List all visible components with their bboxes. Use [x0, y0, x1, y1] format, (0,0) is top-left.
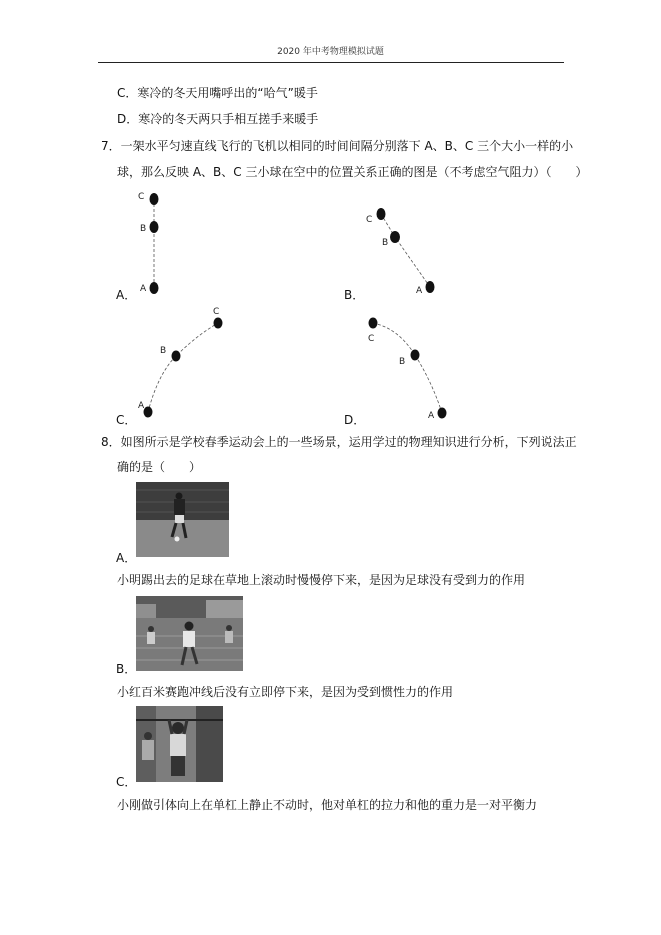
q8-option-a-text: 小明踢出去的足球在草地上滚动时慢慢停下来，是因为足球没有受到力的作用: [117, 573, 526, 587]
label-b: B: [382, 238, 389, 248]
q8-photo-b-sprint: [136, 596, 243, 671]
label-a: A: [138, 401, 145, 411]
label-c: C: [213, 307, 220, 317]
q7-diagram-d: [360, 310, 455, 422]
q8-photo-a-soccer: [136, 482, 229, 557]
ball-b: [390, 231, 400, 243]
label-b: B: [140, 224, 147, 234]
label-a: A: [428, 411, 435, 421]
q8-option-c: C．: [116, 775, 137, 789]
q7-option-d: D．: [344, 413, 366, 427]
ball-c: [214, 318, 223, 329]
q7-option-b: B．: [344, 288, 365, 302]
q8-option-a: A．: [116, 551, 137, 565]
ball-c: [369, 318, 378, 329]
header-rule: [98, 62, 564, 63]
q7-stem-line2: 球，那么反映 A、B、C 三小球在空中的位置关系正确的图是（不考虑空气阻力）（ ）: [117, 165, 588, 179]
fall-path: [373, 323, 442, 413]
q8-stem-line2: 确的是（ ）: [117, 460, 202, 474]
ball-a: [426, 281, 435, 293]
q6-option-d: D．寒冷的冬天两只手相互搓手来暖手: [117, 112, 319, 126]
q6-option-c: C．寒冷的冬天用嘴呼出的“哈气”暖手: [117, 86, 318, 100]
q7-option-a: A．: [116, 288, 137, 302]
fall-path: [148, 323, 218, 412]
q8-stem-line1: 8．如图所示是学校春季运动会上的一些场景，运用学过的物理知识进行分析，下列说法正: [101, 435, 577, 449]
q8-option-b: B．: [116, 662, 137, 676]
page-header: 2020 年中考物理模拟试题: [277, 47, 384, 57]
label-a: A: [140, 284, 147, 294]
ball-c: [377, 208, 386, 220]
label-c: C: [138, 192, 145, 202]
q7-diagram-a: [130, 185, 180, 300]
q7-diagram-b: [360, 200, 450, 300]
ball-b: [411, 350, 420, 361]
ball-c: [150, 193, 159, 205]
q8-option-b-text: 小红百米赛跑冲线后没有立即停下来，是因为受到惯性力的作用: [117, 685, 454, 699]
label-a: A: [416, 286, 423, 296]
ball-b: [150, 221, 159, 233]
q7-diagram-c: [130, 302, 230, 420]
ball-b: [172, 351, 181, 362]
ball-a: [438, 408, 447, 419]
label-b: B: [160, 346, 167, 356]
q7-stem-line1: 7．一架水平匀速直线飞行的飞机以相同的时间间隔分别落下 A、B、C 三个大小一样的小: [101, 139, 574, 153]
label-b: B: [399, 357, 406, 367]
q7-option-c: C．: [116, 413, 137, 427]
fall-path: [381, 214, 430, 287]
ball-a: [144, 407, 153, 418]
ball-a: [150, 282, 159, 294]
label-c: C: [366, 215, 373, 225]
q8-option-c-text: 小刚做引体向上在单杠上静止不动时，他对单杠的拉力和他的重力是一对平衡力: [117, 798, 538, 812]
label-c: C: [368, 334, 375, 344]
q8-photo-c-pullup: [136, 706, 223, 782]
